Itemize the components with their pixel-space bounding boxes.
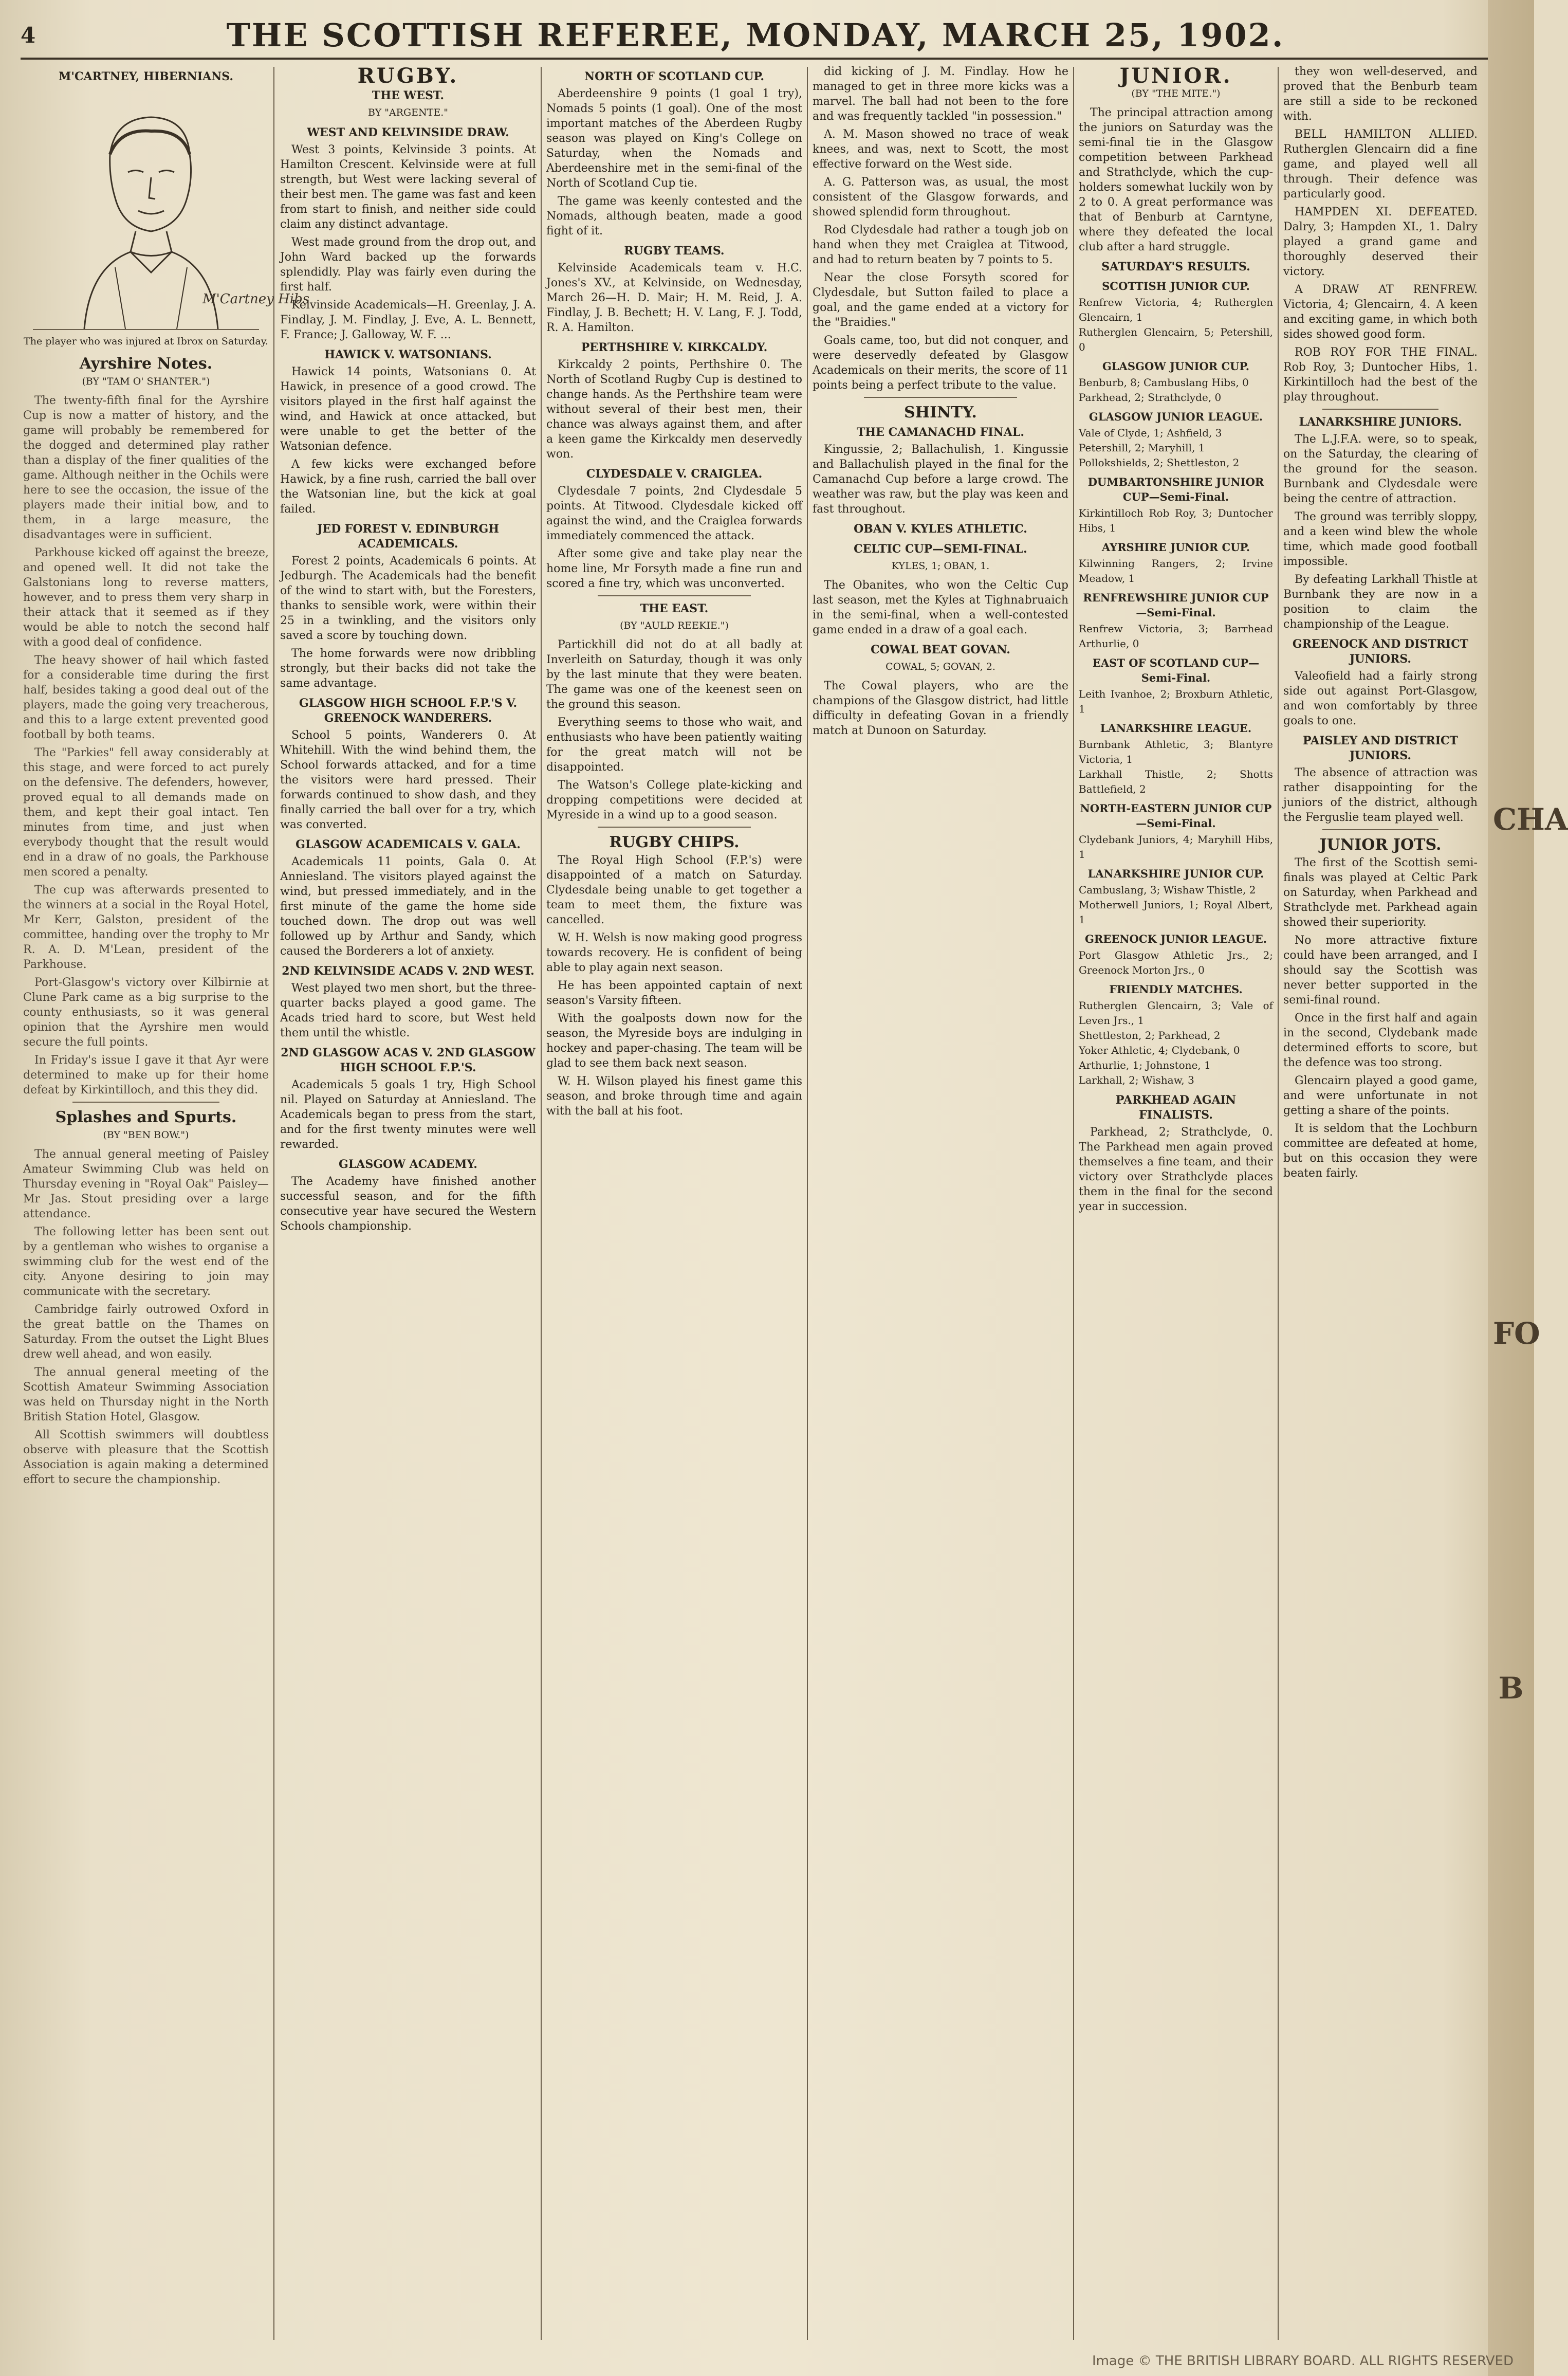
result-line: Rutherglen Glencairn, 3; Vale of Leven Jrs., 1 [1079,999,1273,1027]
paragraph: The annual general meeting of the Scottish Amateur Swimming Association was held on Thursday night in the North British Station Hotel, Glasgow. [23,1366,269,1423]
paragraph: West 3 points, Kelvinside 3 points. At Hamilton Crescent. Kelvinside were at full strength, but West were lacking several of their best men. The game was fast and keen from start to finish, and neither side could claim any distinct advantage. [280,143,536,231]
masthead-title: THE SCOTTISH REFEREE, MONDAY, MARCH 25, 1902. [226,16,1285,54]
result-line: Rutherglen Glencairn, 5; Petershill, 0 [1079,326,1273,353]
result-line: Motherwell Juniors, 1; Royal Albert, 1 [1079,899,1273,926]
paragraph: By defeating Larkhall Thistle at Burnbank they are now in a position to claim the championship of the League. [1283,573,1478,631]
celtic-heading: CELTIC CUP—SEMI-FINAL. [854,542,1027,556]
column-rule [541,67,542,2340]
hawick-heading: HAWICK V. WATSONIANS. [324,348,492,361]
rugby-chips-heading: RUGBY CHIPS. [609,833,740,851]
paragraph: Academicals 11 points, Gala 0. At Anniesland. The visitors played against the wind, but pressed immediately, and in the first minute of the game the home side touched down. The drop out was well followed up by Arthur and Sandy, which caused the Borderers a lot of anxiety. [280,855,536,958]
paragraph: The Obanites, who won the Celtic Cup last season, met the Kyles at Tighnabruaich in the semi-final, when a well-contested game ended in a draw of a goal each. [813,579,1068,636]
column-6 [1283,64,1478,2345]
north-heading: NORTH OF SCOTLAND CUP. [584,70,764,83]
column-rule [1278,67,1279,2340]
portrait-caption: The player who was injured at Ibrox on Saturday. [24,336,268,347]
result-group-heading: LANARKSHIRE LEAGUE. [1100,722,1252,735]
ayrshire-heading: Ayrshire Notes. [79,355,213,373]
result-line: Arthurlie, 1; Johnstone, 1 [1079,1059,1211,1071]
celtic-score: KYLES, 1; OBAN, 1. [891,560,990,572]
paragraph: Port-Glasgow's victory over Kilbirnie at Clune Park came as a big surprise to the county enthusiasts, so it was general opinion that the Ayrshire men would secure the full points. [23,976,269,1049]
paragraph: BELL HAMILTON ALLIED. Rutherglen Glencairn did a fine game, and played well all through. Their defence was particularly good. [1283,128,1478,200]
paragraph: The "Parkies" fell away considerably at this stage, and were forced to act purely on the defensive. The defenders, however, proved equal to all demands made on them, and kept their goal intact. Ten minutes from time, and just when everybody thought that the result would end in a draw of no goals, the Parkhouse men scored a penalty. [23,746,269,879]
paragraph: The twenty-fifth final for the Ayrshire Cup is now a matter of history, and the game will probably be remembered for the dogged and determined play rather than a display of the finer qualities of the game. Although neither in the Ochils were here to see the occasion, the issue of the players made their initial bow, and to them, in a large measure, the disadvantages were in sufficient. [23,394,269,541]
edge-letters: B [1498,1671,1524,1706]
result-line: Petershill, 2; Maryhill, 1 [1079,442,1205,454]
west-kelvinside-heading: WEST AND KELVINSIDE DRAW. [307,126,509,139]
paragraph: Once in the first half and again in the second, Clydebank made determined efforts to score, but the defence was too strong. [1283,1012,1478,1069]
paragraph: The following letter has been sent out by a gentleman who wishes to organise a swimming club for the west end of the city. Anyone desiring to join may communicate with the secretary. [23,1226,269,1298]
portrait-illustration [33,87,310,330]
west-heading: THE WEST. [372,89,445,102]
section-rule [72,1102,220,1103]
paragraph: Forest 2 points, Academicals 6 points. At Jedburgh. The Academicals had the benefit of the wind to start with, but the Foresters, thanks to sensible work, were within their 25 in a twinkling, and the visitors only saved a score by touching down. [280,555,536,642]
portrait-heading: M'CARTNEY, HIBERNIANS. [58,70,234,83]
result-group-heading: EAST OF SCOTLAND CUP—Semi-Final. [1092,656,1260,684]
column-rule [1073,67,1074,2340]
paragraph: The Cowal players, who are the champions of the Glasgow district, had little difficulty in defeating Govan in a friendly match at Dunoon on Saturday. [813,680,1068,737]
paragraph: The L.J.F.A. were, so to speak, on the Saturday, the clearing of the ground for the season. Burnbank and Clydesdale were being the centre of attraction. [1283,433,1478,505]
paragraph: Partickhill did not do at all badly at Inverleith on Saturday, though it was only by the last minute that they were beaten. The game was one of the keenest seen on the ground this season. [546,638,802,711]
glasgow-acas-heading: 2ND GLASGOW ACAS V. 2ND GLASGOW HIGH SCHOOL F.P.'S. [281,1046,536,1074]
paragraph: The heavy shower of hail which fasted for a considerable time during the first half, besides taking a good deal out of the players, made the going very treacherous, and this to a large extent prevented good football by both teams. [23,654,269,741]
result-group-heading: LANARKSHIRE JUNIOR CUP. [1087,867,1264,880]
column-2 [280,64,536,2345]
paragraph: The Royal High School (F.P.'s) were disappointed of a match on Saturday. Clydesdale being unable to get together a team to meet them, the fixture was cancelled. [546,854,802,926]
camanachd-heading: THE CAMANACHD FINAL. [856,426,1024,439]
paragraph: The absence of attraction was rather disappointing for the juniors of the district, although the Ferguslie team played well. [1283,766,1478,824]
column-5 [1079,64,1273,2345]
paragraph: The game was keenly contested and the Nomads, although beaten, made a good fight of it. [546,195,802,237]
paragraph: In Friday's issue I gave it that Ayr were determined to make up for their home defeat by Kirkintilloch, and this they did. [23,1054,269,1096]
result-line: Leith Ivanhoe, 2; Broxburn Athletic, 1 [1079,688,1273,715]
paragraph: West played two men short, but the three-quarter backs played a good game. The Acads tried hard to score, but West held them until the whistle. [280,982,536,1039]
jots-heading: JUNIOR JOTS. [1319,836,1442,854]
paragraph: did kicking of J. M. Findlay. How he managed to get in three more kicks was a marvel. The ball had not been to the fore and was frequently tackled "in possession." [813,65,1068,123]
perthshire-heading: PERTHSHIRE V. KIRKCALDY. [581,341,768,354]
paragraph: A. M. Mason showed no trace of weak knees, and was, next to Scott, the most effective forward on the West side. [813,128,1068,171]
oban-heading: OBAN V. KYLES ATHLETIC. [854,522,1027,536]
rugby-teams-heading: RUGBY TEAMS. [624,244,725,258]
result-group-heading: GREENOCK JUNIOR LEAGUE. [1084,933,1267,945]
clydesdale-heading: CLYDESDALE V. CRAIGLEA. [586,467,763,481]
paragraph: The Academy have finished another successful season, and for the fifth consecutive year have secured the Western Schools championship. [280,1175,536,1233]
result-line: Clydebank Juniors, 4; Maryhill Hibs, 1 [1079,833,1273,861]
jedforest-heading: JED FOREST V. EDINBURGH ACADEMICALS. [317,522,500,551]
paragraph: W. H. Wilson played his finest game this season, and broke through time and again with the ball at his foot. [546,1075,802,1118]
section-rule [598,595,751,596]
result-group-heading: GLASGOW JUNIOR LEAGUE. [1089,410,1263,423]
result-line: Burnbank Athletic, 3; Blantyre Victoria, 1 [1079,738,1273,765]
greenock-heading: GREENOCK AND DISTRICT JUNIORS. [1292,637,1469,666]
paragraph: Parkhead, 2; Strathclyde, 0. The Parkhead men again proved themselves a fine team, and their victory over Strathclyde places them in the final for the second year in succession. [1079,1126,1273,1213]
paragraph: No more attractive fixture could have been arranged, and I should say the Scottish was never better supported in the semi-final round. [1283,934,1478,1007]
paragraph: The annual general meeting of Paisley Amateur Swimming Club was held on Thursday evening in "Royal Oak" Paisley—Mr Jas. Stout presiding over a large attendance. [23,1148,269,1220]
result-line: Port Glasgow Athletic Jrs., 2; Greenock Morton Jrs., 0 [1079,949,1273,976]
paragraph: Hawick 14 points, Watsonians 0. At Hawick, in presence of a good crowd. The visitors played in the first half against the wind, and Hawick at once attacked, but were unable to get the better of the Watsonian defence. [280,365,536,453]
paragraph: Near the close Forsyth scored for Clydesdale, but Sutton failed to place a goal, and the game ended at a victory for the "Braidies." [813,271,1068,329]
east-byline: (BY "AULD REEKIE.") [620,620,729,631]
paragraph: Everything seems to those who wait, and enthusiasts who have been patiently waiting for the great match will not be disappointed. [546,716,802,774]
ayrshire-body [23,393,269,1098]
paragraph: ROB ROY FOR THE FINAL. Rob Roy, 3; Duntocher Hibs, 1. Kirkintilloch had the best of the play throughout. [1283,346,1478,404]
section-rule [1322,829,1439,830]
paragraph: Goals came, too, but did not conquer, and were deservedly defeated by Glasgow Academicals on their merits, the score of 11 points being a perfect tribute to the value. [813,334,1068,392]
player-portrait-icon [33,87,310,329]
paragraph: Kirkcaldy 2 points, Perthshire 0. The North of Scotland Rugby Cup is destined to change hands. As the Perthshire team were without several of their best men, their chance was always against them, and after a keen game the Kirkcaldy men deservedly won. [546,358,802,461]
paragraph: The ground was terribly sloppy, and a keen wind blew the whole time, which made good football impossible. [1283,510,1478,568]
kelvinside-acads-heading: 2ND KELVINSIDE ACADS V. 2ND WEST. [282,964,534,978]
cowal-score: COWAL, 5; GOVAN, 2. [886,661,995,672]
paragraph: West made ground from the drop out, and John Ward backed up the forwards splendidly. Play was fairly even during the first half. [280,236,536,294]
column-4 [813,64,1068,2345]
shinty-heading: SHINTY. [904,404,977,422]
paragraph: Academicals 5 goals 1 try, High School nil. Played on Saturday at Anniesland. The Academicals began to press from the start, and for the first twenty minutes were well rewarded. [280,1079,536,1151]
edge-letters: CHA [1493,802,1568,837]
paragraph: A few kicks were exchanged before Hawick, by a fine rush, carried the ball over the Watsonian line, but the kick at goal failed. [280,458,536,516]
result-group-heading: GLASGOW JUNIOR CUP. [1102,360,1250,373]
edge-letters: FO [1493,1316,1540,1351]
paragraph: Valeofield had a fairly strong side out against Port-Glasgow, and won comfortably by three goals to one. [1283,670,1478,727]
results-list [1079,279,1273,1088]
result-line: Yoker Athletic, 4; Clydebank, 0 [1079,1044,1240,1056]
paragraph: It is seldom that the Lochburn committee are defeated at home, but on this occasion they were beaten fairly. [1283,1122,1478,1180]
page-number: 4 [21,22,36,48]
splashes-heading: Splashes and Spurts. [55,1108,237,1126]
paragraph: The cup was afterwards presented to the winners at a social in the Royal Hotel, Mr Kerr, Galston, president of the committee, handing over the trophy to Mr R. A. D. M'Lean, president of the Parkhouse. [23,884,269,971]
paragraph: A. G. Patterson was, as usual, the most consistent of the Glasgow forwards, and showed splendid form throughout. [813,176,1068,218]
result-group-heading: SCOTTISH JUNIOR CUP. [1102,280,1250,293]
result-group-heading: RENFREWSHIRE JUNIOR CUP—Semi-Final. [1083,591,1269,619]
result-line: Larkhall Thistle, 2; Shotts Battlefield, 2 [1079,768,1273,795]
paragraph: Kelvinside Academicals—H. Greenlay, J. A. Findlay, J. M. Findlay, J. Eve, A. L. Bennett, F. France; J. Galloway, W. F. ... [280,299,536,341]
paragraph: Rod Clydesdale had rather a tough job on hand when they met Craiglea at Titwood, and had to return beaten by 7 points to 5. [813,224,1068,266]
results-heading: SATURDAY'S RESULTS. [1101,260,1250,273]
masthead-rule [21,58,1490,60]
result-group-heading: AYRSHIRE JUNIOR CUP. [1101,541,1250,554]
paragraph: A DRAW AT RENFREW. Victoria, 4; Glencairn, 4. A keen and exciting game, in which both sides showed good form. [1283,283,1478,341]
result-line: Benburb, 8; Cambuslang Hibs, 0 [1079,376,1249,389]
portrait-signature: M'Cartney Hibs [202,291,310,307]
paragraph: Kelvinside Academicals team v. H.C. Jones's XV., at Kelvinside, on Wednesday, March 26—H. D. Mair; H. M. Reid, J. A. Findlay, J. B. Bechett; H. V. Lang, F. J. Todd, R. A. Hamilton. [546,262,802,334]
result-line: Kilwinning Rangers, 2; Irvine Meadow, 1 [1079,557,1273,584]
paragraph: He has been appointed captain of next season's Varsity fifteen. [546,979,802,1007]
result-line: Renfrew Victoria, 4; Rutherglen Glencairn, 1 [1079,296,1273,323]
column-rule [807,67,808,2340]
result-line: Pollokshields, 2; Shettleston, 2 [1079,456,1240,469]
splashes-byline: (BY "BEN BOW.") [103,1129,189,1141]
result-group-heading: DUMBARTONSHIRE JUNIOR CUP—Semi-Final. [1087,476,1264,503]
glasgow-academy-heading: GLASGOW ACADEMY. [339,1158,477,1171]
result-line: Kirkintilloch Rob Roy, 3; Duntocher Hibs, 1 [1079,507,1273,534]
paragraph: Aberdeenshire 9 points (1 goal 1 try), Nomads 5 points (1 goal). One of the most important matches of the Aberdeen Rugby season was played on King's College on Saturday, when the Nomads and Aberdeenshire met in the semi-final of the North of Scotland Cup tie. [546,87,802,190]
paragraph: The home forwards were now dribbling strongly, but their backs did not take the same advantage. [280,647,536,690]
paragraph: Clydesdale 7 points, 2nd Clydesdale 5 points. At Titwood. Clydesdale kicked off against the wind, and the Craiglea forwards immediately commenced the attack. [546,485,802,542]
copyright-footer: Image © THE BRITISH LIBRARY BOARD. ALL RIGHTS RESERVED [1092,2353,1514,2369]
column-rule [273,67,274,2340]
finalists-heading: PARKHEAD AGAIN FINALISTS. [1115,1093,1237,1122]
paragraph: HAMPDEN XI. DEFEATED. Dalry, 3; Hampden XI., 1. Dalry played a grand game and thoroughly deserved their victory. [1283,206,1478,278]
paragraph: they won well-deserved, and proved that the Benburb team are still a side to be reckoned with. [1283,65,1478,123]
glasgow-acad-heading: GLASGOW ACADEMICALS V. GALA. [296,838,521,851]
paragraph: The Watson's College plate-kicking and dropping competitions were decided at Myreside in a wind up to a good season. [546,779,802,821]
paragraph: Kingussie, 2; Ballachulish, 1. Kingussie and Ballachulish played in the final for the Camanachd Cup before a large crowd. The weather was raw, but the play was keen and fast throughout. [813,443,1068,516]
result-line: Shettleston, 2; Parkhead, 2 [1079,1029,1221,1041]
result-group-heading: NORTH-EASTERN JUNIOR CUP—Semi-Final. [1080,802,1272,830]
result-group-heading: FRIENDLY MATCHES. [1109,983,1243,996]
paragraph: Cambridge fairly outrowed Oxford in the great battle on the Thames on Saturday. From the outset the Light Blues drew well ahead, and won easily. [23,1303,269,1361]
result-line: Larkhall, 2; Wishaw, 3 [1079,1074,1194,1086]
cowal-heading: COWAL BEAT GOVAN. [871,643,1010,656]
result-line: Cambuslang, 3; Wishaw Thistle, 2 [1079,884,1256,896]
result-line: Vale of Clyde, 1; Ashfield, 3 [1079,427,1222,439]
paragraph: The first of the Scottish semi-finals was played at Celtic Park on Saturday, when Parkhead and Strathclyde met. Parkhead again showed their superiority. [1283,856,1478,929]
ayrshire-byline: (BY "TAM O' SHANTER.") [82,376,210,387]
column-1 [23,64,310,2345]
column-3 [546,64,802,2345]
east-heading: THE EAST. [640,602,709,615]
paragraph: W. H. Welsh is now making good progress towards recovery. He is confident of being able to play again next season. [546,931,802,974]
paragraph: With the goalposts down now for the season, the Myreside boys are indulging in hockey and paper-chasing. The team will be glad to see them back next season. [546,1012,802,1070]
result-line: Renfrew Victoria, 3; Barrhead Arthurlie, 0 [1079,623,1273,650]
result-line: Parkhead, 2; Strathclyde, 0 [1079,391,1222,404]
paragraph: School 5 points, Wanderers 0. At Whitehill. With the wind behind them, the School forwards attacked, and for a time the visitors were hard pressed. Their forwards continued to show dash, and they finally carried the ball over for a try, which was converted. [280,729,536,831]
junior-byline: (BY "THE MITE.") [1131,88,1221,99]
paragraph: All Scottish swimmers will doubtless observe with pleasure that the Scottish Association is again making a determined effort to secure the championship. [23,1429,269,1486]
adjacent-page-edge [1488,0,1568,2376]
section-rule [864,397,1018,398]
paragraph: Glencairn played a good game, and were unfortunate in not getting a share of the points. [1283,1074,1478,1117]
paragraph: After some give and take play near the home line, Mr Forsyth made a fine run and scored a fine try, which was unconverted. [546,547,802,590]
west-byline: BY "ARGENTE." [368,107,448,118]
paragraph: The principal attraction among the juniors on Saturday was the semi-final tie in the Glasgow competition between Parkhead and Strathclyde, which the cup-holders somewhat luckily won by 2 to 0. A great performance was that of Benburb at Carntyne, where they defeated the local club after a hard struggle. [1079,106,1273,253]
lanarkshire-heading: LANARKSHIRE JUNIORS. [1299,415,1462,429]
splashes-body [23,1147,269,1487]
masthead [21,14,1490,56]
paisley-heading: PAISLEY AND DISTRICT JUNIORS. [1303,734,1458,762]
section-rule [1322,409,1439,410]
paragraph: Parkhouse kicked off against the breeze, and opened well. It did not take the Galstonians long to reverse matters, however, and to press them very sharp in their attack that it seemed as if they would be able to notch the second half with a good deal of confidence. [23,546,269,649]
junior-heading: JUNIOR. [1119,64,1232,88]
section-rule [598,827,751,828]
rugby-heading: RUGBY. [357,64,459,88]
glasgow-hs-heading: GLASGOW HIGH SCHOOL F.P.'S V. GREENOCK WANDERERS. [299,697,518,725]
